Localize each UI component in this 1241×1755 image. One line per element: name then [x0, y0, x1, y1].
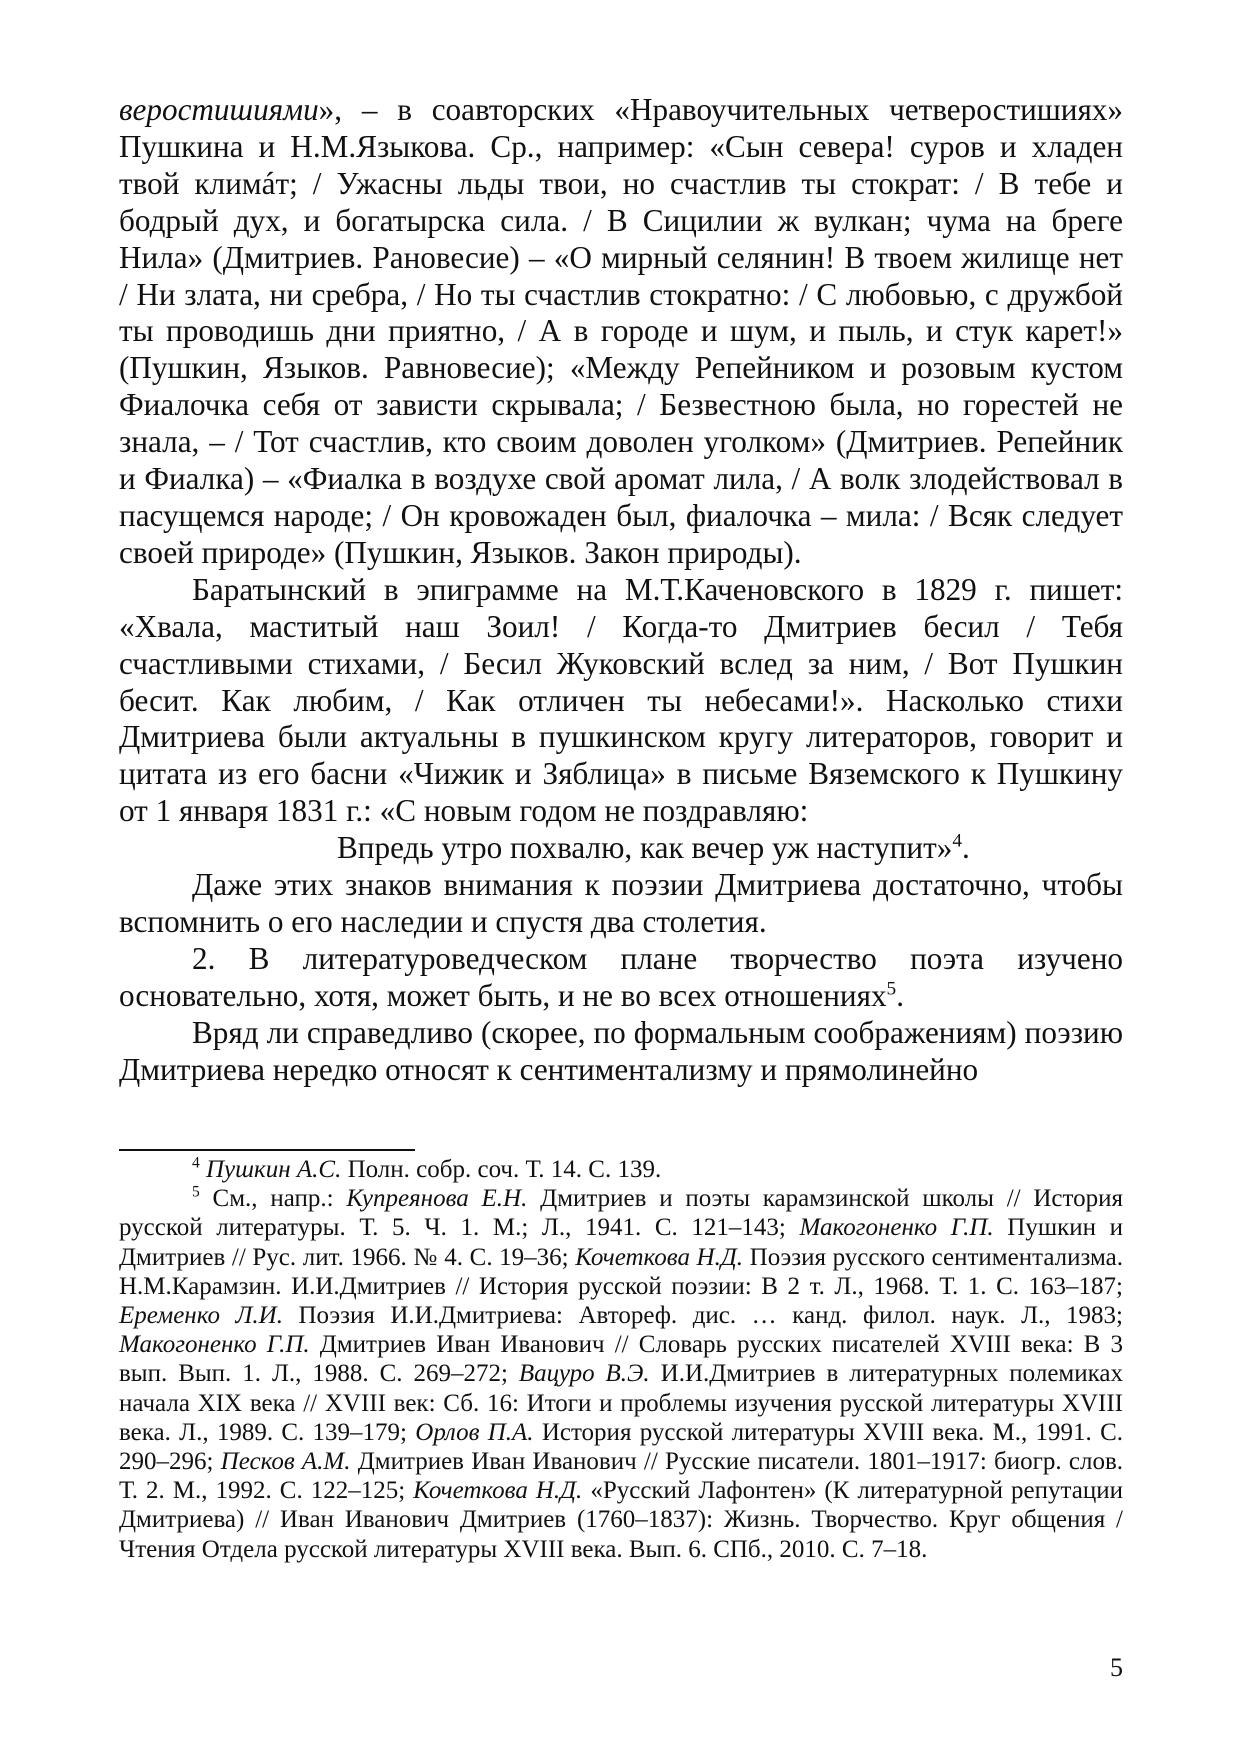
footnote-5-seg: «Русский Лафонтен» (К литературной репутации Дмитриева) // Иван Иванович Дмитриев (1760–1837): Жизнь. Творчество. Круг общения / Чтения Отдела русской литературы XVIII века. Вып. 6. СПб., 2010. С. 7–18. — [119, 1477, 1123, 1563]
paragraph-4-text: 2. В литературоведческом плане творчество поэта изучено основательно, хотя, может быть, и не во всех отношениях — [119, 940, 1123, 1013]
paragraph-1 — [119, 92, 1123, 572]
footnotes — [119, 1155, 1123, 1564]
footnote-5-author: Купреянова Е.Н. — [346, 1185, 528, 1213]
footnote-5-seg: Дмитриев Иван Иванович // Словарь русских писателей XVIII века: В 3 вып. Вып. 1. Л., 1988. С. 269–272; — [119, 1331, 1123, 1388]
footnote-5-author: Кочеткова Н.Д. — [575, 1243, 744, 1271]
verse-quote-end: . — [961, 830, 970, 866]
footnote-5-seg: История русской литературы XVIII века. М., 1991. С. 290–296; — [119, 1418, 1123, 1476]
footnote-4 — [119, 1155, 1123, 1184]
paragraph-3: Даже этих знаков внимания к поэзии Дмитриева достаточно, чтобы вспомнить о его наследии и спустя два столетия. — [119, 867, 1123, 939]
footnote-ref-5: 5 — [886, 978, 897, 1000]
paragraph-4-end: . — [896, 977, 905, 1013]
footnote-5-author: Песков А.М. — [220, 1448, 351, 1476]
footnote-5-author: Вацуро В.Э. — [518, 1360, 650, 1388]
footnote-5-author: Еременко Л.И. — [119, 1302, 283, 1330]
footnote-5-author: Макогоненко Г.П. — [119, 1331, 310, 1359]
verse-quote-text: Впредь утро похвалю, как вечер уж наступит» — [337, 830, 953, 866]
footnote-5-seg: Дмитриев Иван Иванович // Русские писатели. 1801–1917: биогр. слов. Т. 2. М., 1992. С. 122–125; — [119, 1448, 1123, 1505]
paragraph-4 — [119, 941, 1123, 1015]
footnote-4-author: Пушкин А.С. — [206, 1156, 342, 1183]
paragraph-2: Баратынский в эпиграмме на М.Т.Каченовского в 1829 г. пишет: «Хвала, маститый наш Зоил! / Когда-то Дмитриев бесил / Тебя счастливыми стихами, / Бесил Жуковский вслед за ним, / Вот Пушкин бесит. Как любим, / Как отличен ты небесами!». Насколько стихи Дмитриева были актуальны в пушкинском кругу литераторов, говорит и цитата из его басни «Чижик и Зяблица» в письме Вяземского к Пушкину от 1 января 1831 г.: «С новым годом не поздравляю: — [119, 571, 1123, 829]
paragraph-1-lead: веростишиями — [119, 92, 319, 127]
footnote-4-text: Полн. собр. соч. Т. 14. С. 139. — [341, 1156, 662, 1183]
footnote-5-seg: Поэзия И.И.Дмитриева: Автореф. дис. … канд. филол. наук. Л., 1983; — [282, 1302, 1123, 1330]
footnote-5-seg: Дмитриев и поэты карамзинской школы // История русской литературы. Т. 5. Ч. 1. М.; Л., 1941. С. 121–143; — [119, 1185, 1124, 1242]
footnote-5-seg: См., напр.: — [199, 1185, 347, 1213]
page-number: 5 — [1110, 1653, 1123, 1682]
paragraph-5: Вряд ли справедливо (скорее, по формальным соображениям) поэзию Дмитриева нередко относят к сентиментализму и прямолинейно — [119, 1014, 1123, 1087]
footnote-ref-4: 4 — [952, 830, 962, 852]
footnote-5-author: Макогоненко Г.П. — [799, 1214, 994, 1242]
paragraph-1-text: », – в соавторских «Нравоучительных четверостишиях» Пушкина и Н.М.Языкова. Ср., например: «Сын севера! суров и хладен твой климáт; / Ужасны льды твои, но счастлив ты стократ: / В тебе и бодрый дух, и богатырска сила. / В Сицилии ж вулкан; чума на бреге Нила» (Дмитриев. Рановесие) – «О мирный селянин! В твоем жилище нет / Ни злата, ни сребра, / Но ты счастлив стократно: / С любовью, с дружбой ты проводишь дни приятно, / А в городе и шум, и пыль, и стук карет!» (Пушкин, Языков. Равновесие); «Между Репейником и розовым кустом Фиалочка себя от зависти скрывала; / Безвестною была, но горестей не знала, – / Тот счастлив, кто своим доволен уголком» (Дмитриев. Репейник и Фиалка) – «Фиалка в воздухе свой аромат лила, / А волк злодействовал в пасущемся народе; / Он кровожаден был, фиалочка – мила: / Всяк следует своей природе» (Пушкин, Языков. Закон природы). — [119, 92, 1123, 570]
footnote-separator — [119, 1149, 415, 1151]
footnote-5-seg: И.И.Дмитриев в литературных полемиках начала XIX века // XVIII век: Сб. 16: Итоги и проблемы изучения русской литературы XVIII века. Л., 1989. С. 139–179; — [119, 1360, 1123, 1446]
footnote-5-seg: Поэзия русского сентиментализма. Н.М.Карамзин. И.И.Дмитриев // История русской поэзии: В 2 т. Л., 1968. Т. 1. С. 163–187; — [119, 1243, 1124, 1300]
footnote-5 — [119, 1184, 1123, 1564]
footnote-5-author: Кочеткова Н.Д. — [413, 1477, 583, 1505]
footnote-5-author: Орлов П.А. — [415, 1418, 534, 1446]
main-text — [119, 92, 1123, 1088]
footnote-5-number: 5 — [192, 1183, 200, 1201]
footnote-5-seg: Пушкин и Дмитриев // Рус. лит. 1966. № 4. С. 19–36; — [119, 1214, 1123, 1271]
verse-quote — [119, 830, 1123, 867]
footnote-4-number: 4 — [192, 1154, 200, 1172]
